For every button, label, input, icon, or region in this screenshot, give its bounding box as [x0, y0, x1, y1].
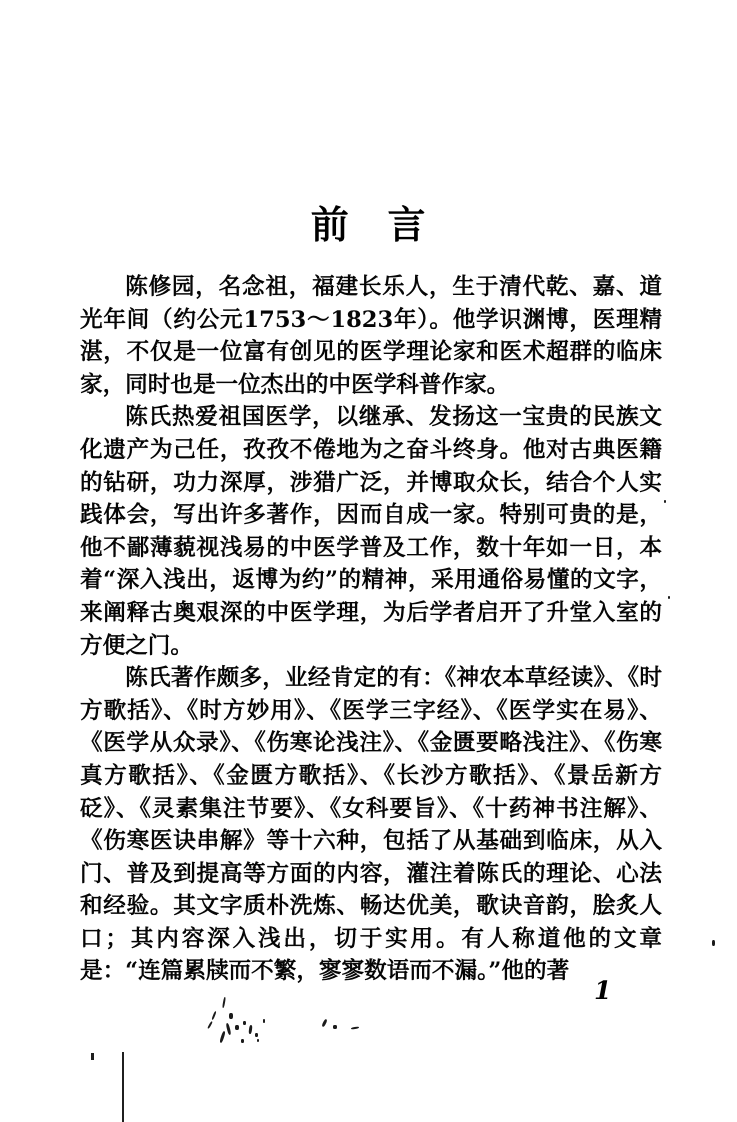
paragraph-2: 陈氏热爱祖国医学，以继承、发扬这一宝贵的民族文化遗产为己任，孜孜不倦地为之奋斗终身。他对古典医籍的钻研，功力深厚，涉猎广泛，并博取众长，结合个人实践体会，写出许多著作，因而自成一家。特别可贵的是，他不鄙薄藐视浅易的中医学普及工作，数十年如一日，本着“深入浅出，返博为约”的精神，采用通俗易懂的文字，来阐释古奥艰深的中医学理，为后学者启开了升堂入室的方便之门。	[80, 404, 662, 659]
page-title	[0, 202, 737, 248]
scan-edge-tick-artifact	[91, 1053, 94, 1060]
page-title-char-2: 言	[387, 202, 427, 248]
dust-speck-artifact-3	[668, 596, 670, 599]
body-text-block	[80, 271, 662, 988]
scan-edge-line-artifact	[122, 1052, 124, 1122]
paragraph-1: 陈修园，名念祖，福建长乐人，生于清代乾、嘉、道光年间（约公元1753～1823年）。他学识渊博，医理精湛，不仅是一位富有创见的医学理论家和医术超群的临床家，同时也是一位杰出的中医学科普作家。	[80, 274, 662, 398]
handwriting-artifact	[205, 995, 375, 1060]
dust-speck-artifact-2	[664, 500, 666, 503]
page-number: 1	[594, 976, 612, 1005]
page-title-char-1: 前	[310, 202, 350, 248]
dust-speck-artifact	[712, 940, 715, 946]
paragraph-3: 陈氏著作颇多，业经肯定的有：《神农本草经读》、《时方歌括》、《时方妙用》、《医学三字经》、《医学实在易》、《医学从众录》、《伤寒论浅注》、《金匮要略浅注》、《伤寒真方歌括》、《金匮方歌括》、《长沙方歌括》、《景岳新方砭》、《灵素集注节要》、《女科要旨》、《十药神书注解》、《伤寒医诀串解》等十六种，包括了从基础到临床，从入门、普及到提高等方面的内容，灌注着陈氏的理论、心法和经验。其文字质朴洗炼、畅达优美，歌诀音韵，脍炙人口；其内容深入浅出，切于实用。有人称道他的文章是：“连篇累牍而不繁，寥寥数语而不漏。”他的著	[80, 665, 662, 985]
